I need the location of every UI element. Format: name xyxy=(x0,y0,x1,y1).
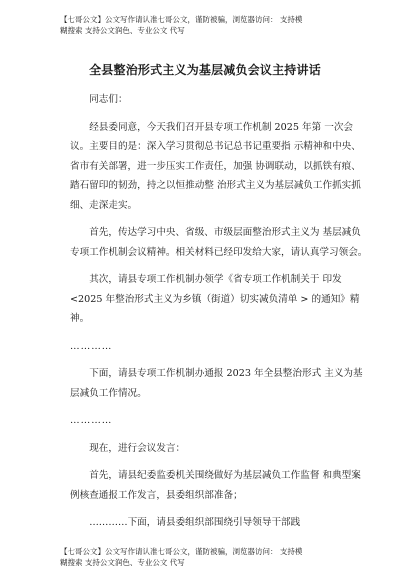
paragraph-3: 其次，请县专项工作机制办领学《省专项工作机制关于 印发<2025 年整治形式主义为乡镇（街道）切实减负清单 > 的通知》精神。 xyxy=(70,274,360,324)
header-note-line-1: 【七哥公文】公文写作请认准七哥公文，谨防被骗，浏览器访问： 支持模 xyxy=(60,15,303,24)
paragraph-7: …………下面，请县委组织部围绕引导领导干部践 xyxy=(89,517,301,528)
ellipsis-separator-2: ………… xyxy=(70,415,113,426)
header-watermark-note xyxy=(60,14,380,36)
ellipsis-separator-1: ………… xyxy=(70,340,113,352)
paragraph-1: 经县委同意，今天我们召开县专项工作机制 2025 年第 一次会议。主要目的是：深入学习贯彻总书记总书记重要指 示精神和中央、省市有关部署，进一步压实工作责任，加强 协调联动，以抓铁有痕、踏石留印的韧劲，持之以恒推动整 治形式主义为基层减负工作抓实抓细、走深走实。 xyxy=(70,121,361,211)
document-body xyxy=(70,90,370,541)
footer-note-line-2: 糊搜索 支持公文润色、专业公文 代写 xyxy=(60,558,185,567)
header-note-line-2: 糊搜索 支持公文润色、专业公文 代写 xyxy=(60,26,185,35)
paragraph-5: 现在，进行会议发言： xyxy=(89,442,186,454)
paragraph-2: 首先，传达学习中央、省级、市级层面整治形式主义为 基层减负专项工作机制会议精神。相关材料已经印发给大家，请认真学习领会。 xyxy=(70,227,368,258)
salutation: 同志们： xyxy=(89,94,128,105)
paragraph-4: 下面，请县专项工作机制办通报 2023 年全县整治形式 主义为基层减负工作情况。 xyxy=(70,368,363,399)
paragraph-6: 首先，请县纪委监委机关围绕做好为基层减负工作监督 和典型案例核查通报工作发言，县委组织部准备； xyxy=(70,470,361,501)
footer-note-line-1: 【七哥公文】公文写作请认准七哥公文，谨防被骗，浏览器访问： 支持模 xyxy=(60,547,303,556)
footer-watermark-note xyxy=(60,546,380,568)
document-title: 全县整治形式主义为基层减负会议主持讲话 xyxy=(89,63,321,77)
